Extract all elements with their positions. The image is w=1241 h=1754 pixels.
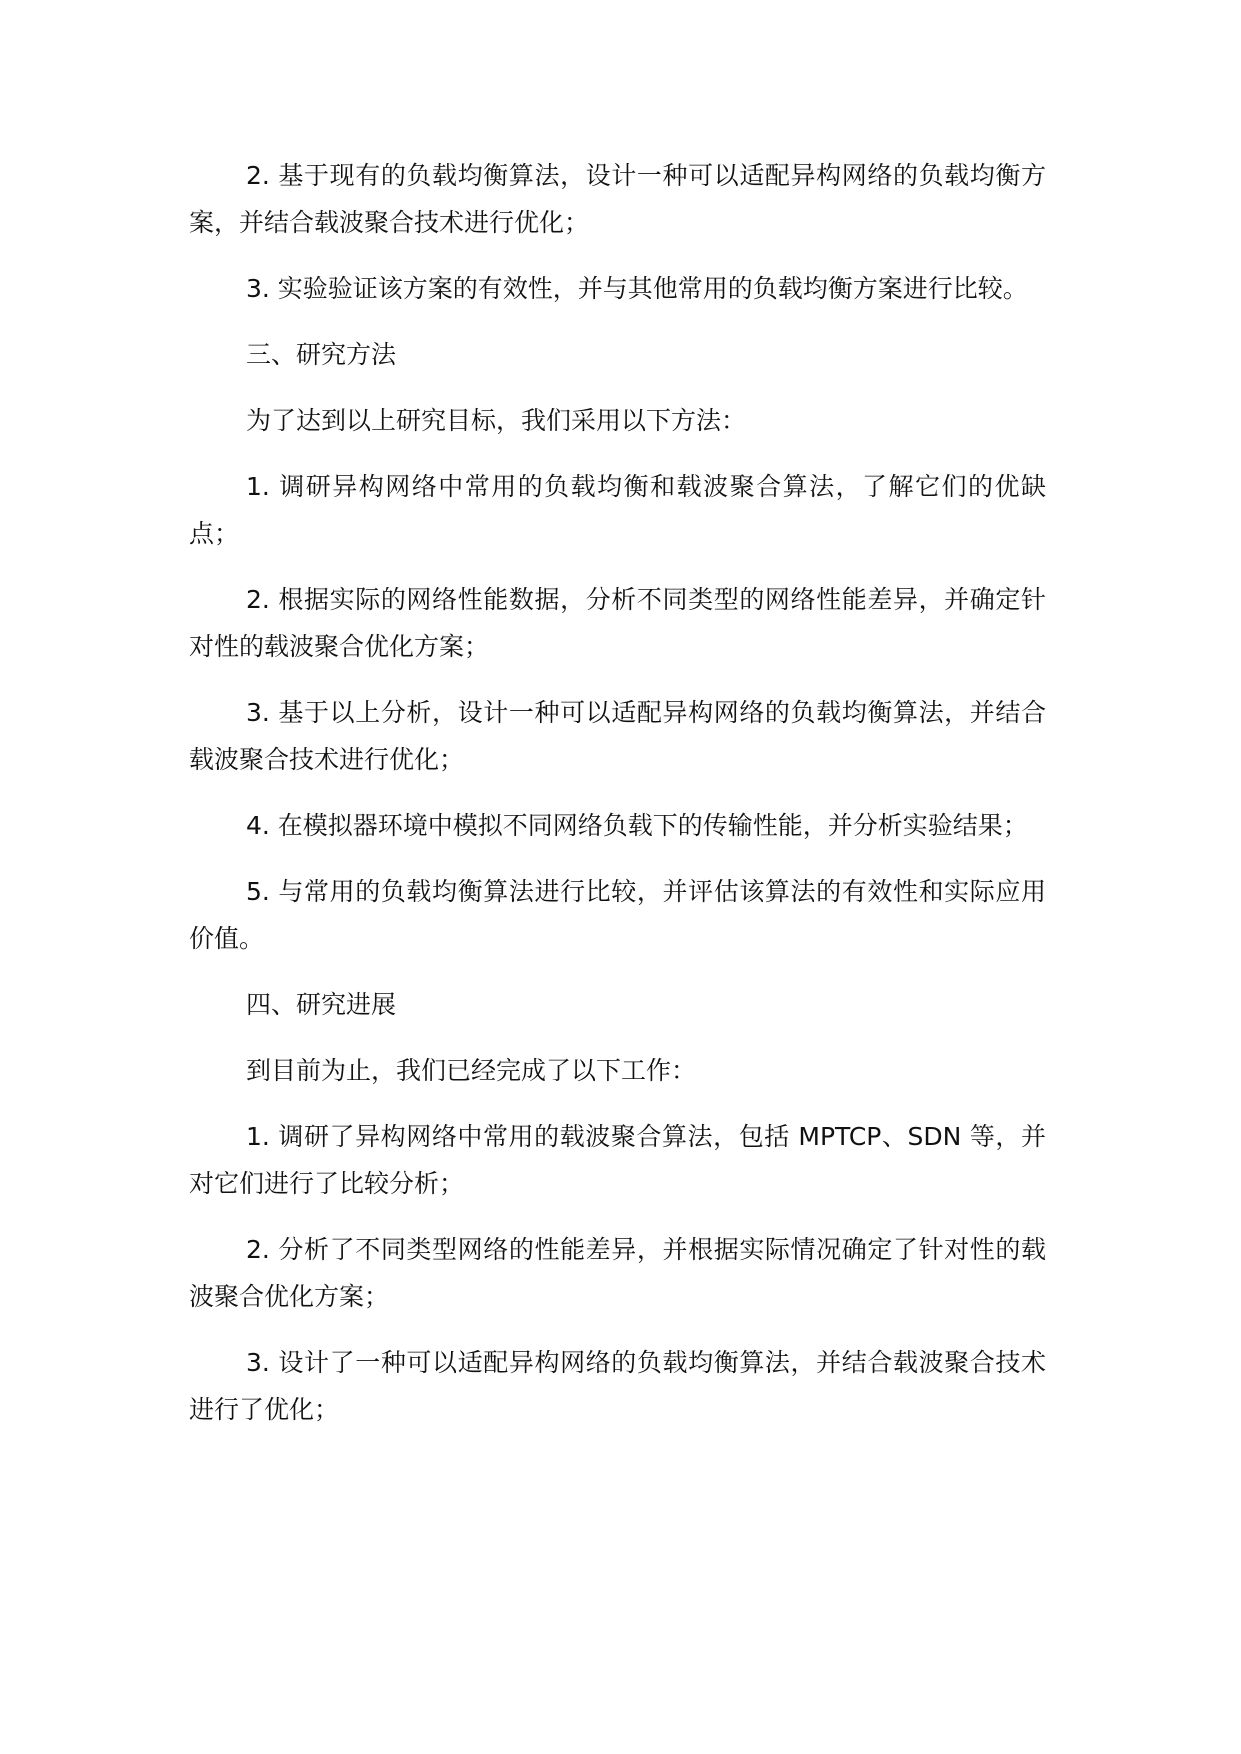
section-heading-progress: 四、研究进展 (246, 990, 397, 1019)
paragraph-method-3: 3. 基于以上分析，设计一种可以适配异构网络的负载均衡算法，并结合载波聚合技术进行优化； (189, 698, 1046, 774)
paragraph-methods-intro: 为了达到以上研究目标，我们采用以下方法： (246, 406, 747, 435)
paragraph-method-5: 5. 与常用的负载均衡算法进行比较，并评估该算法的有效性和实际应用价值。 (189, 877, 1046, 953)
section-heading-methods: 三、研究方法 (246, 340, 397, 369)
paragraph-method-4: 4. 在模拟器环境中模拟不同网络负载下的传输性能，并分析实验结果； (246, 811, 1028, 840)
document-body (189, 152, 1046, 1452)
paragraph-objective-2: 2. 基于现有的负载均衡算法，设计一种可以适配异构网络的负载均衡方案，并结合载波聚合技术进行优化； (189, 161, 1046, 237)
paragraph-method-1: 1. 调研异构网络中常用的负载均衡和载波聚合算法，了解它们的优缺点； (189, 472, 1046, 548)
paragraph-objective-3: 3. 实验验证该方案的有效性，并与其他常用的负载均衡方案进行比较。 (246, 274, 1028, 303)
paragraph-progress-1: 1. 调研了异构网络中常用的载波聚合算法，包括 MPTCP、SDN 等，并对它们进行了比较分析； (189, 1122, 1046, 1198)
paragraph-method-2: 2. 根据实际的网络性能数据，分析不同类型的网络性能差异，并确定针对性的载波聚合优化方案； (189, 585, 1046, 661)
paragraph-progress-intro: 到目前为止，我们已经完成了以下工作： (246, 1056, 697, 1085)
paragraph-progress-2: 2. 分析了不同类型网络的性能差异，并根据实际情况确定了针对性的载波聚合优化方案； (189, 1235, 1046, 1311)
paragraph-progress-3: 3. 设计了一种可以适配异构网络的负载均衡算法，并结合载波聚合技术进行了优化； (189, 1348, 1046, 1424)
